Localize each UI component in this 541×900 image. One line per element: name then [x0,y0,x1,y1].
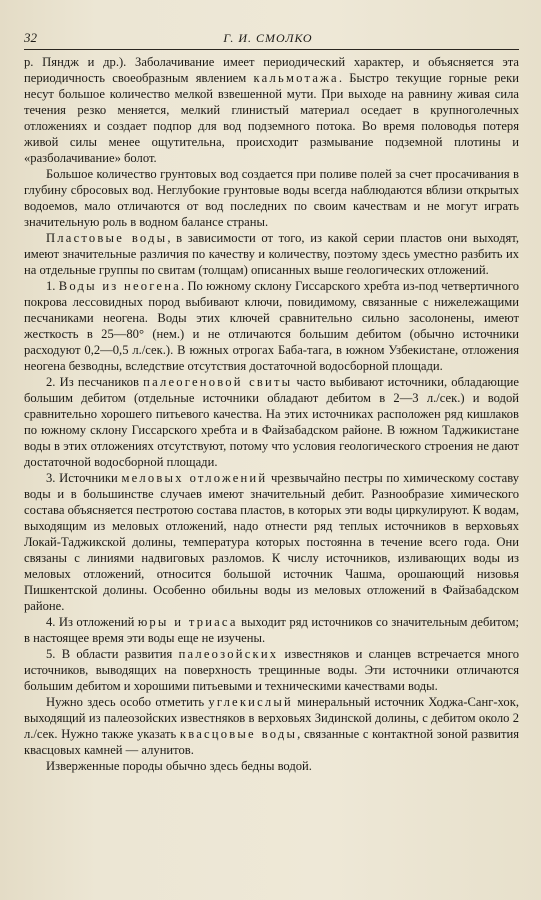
paragraph [24,374,519,470]
paragraph [24,166,519,230]
text-run: 1. [46,279,59,293]
text-run: , в зависимости от того, из какой серии пластов они выходят, имеют значительные различия по качеству и количеству, поэтому здесь уместно разбить их на отдельные группы по свитам (толщам) описанных выше геологических отложений. [24,231,519,277]
text-run: часто выбивают источники, обладающие большим дебитом (отдельные источники обладают дебитом в 2—3 л./сек.) и водой сравнительно хорошего питьевого качества. На этих источниках расположен ряд кишлаков по южному склону Гиссарского хребта и в Файзабадском районе. В южном Таджикистане воды в этих отложениях отсутствуют, потому что условия геологического строения не дают достаточной водосборной площади. [24,375,519,469]
text-run: выходит ряд источников со значительным дебитом; в настоящее время эти воды еще не изучены. [24,615,519,645]
paragraph [24,694,519,758]
paragraph [24,278,519,374]
spaced-emphasis: углекислый [208,695,293,709]
spaced-emphasis: Воды из неогена [58,279,181,293]
running-head-author: Г. И. СМОЛКО [223,31,313,45]
text-run: известняков и сланцев встречается много источников, выводящих на поверхность трещинные воды. Эти источники отличаются большим дебитом и хорошими питьевыми и техническими качествами воды. [24,647,520,693]
text-run: 5. В области развития [46,647,179,661]
paragraph [24,646,519,694]
text-run: . Быстро текущие горные реки несут большое количество мелкой взвешенной мути. При выходе на равнину живая сила течения резко меняется, мелкий глинистый материал оседает в крупноголечных отложениях и создает подпор для вод подземного потока. Во время половодья потеря живой силы менее ощутительна, происходит размывание подземной плотины и «разболачивание» болот. [24,71,519,165]
running-header [24,30,519,50]
text-run: Нужно здесь особо отметить [46,695,209,709]
text-run: Изверженные породы обычно здесь бедны водой. [46,759,312,773]
spaced-emphasis: Пластовые воды [46,231,168,245]
text-run: . По южному склону Гиссарского хребта из-под четвертичного покрова лессовидных пород выбивают ключи, повидимому, связанные с нижележащими песчаниками неогена. Воды этих ключей сравнительно сильно засолонены, имеют жесткость в 25—80° (нем.) и не отличаются большим дебитом (обычно источники расходуют 0,2—0,5 л./сек.). В южных отрогах Баба-тага, в южном Узбекистане, отложения неогена безводны, вследствие отсутствия достаточной водосборной площади. [24,279,519,373]
text-run: 4. Из отложений [46,615,138,629]
spaced-emphasis: кальмотажа [253,71,339,85]
body-text [24,54,519,774]
spaced-emphasis: меловых отложений [121,471,268,485]
paragraph [24,54,519,166]
spaced-emphasis: квасцовые воды [179,727,298,741]
spaced-emphasis: палеозойских [178,647,279,661]
text-run: , связанные с контактной зоной развития квасцовых камней — алунитов. [24,727,519,757]
text-run: 3. Источники [46,471,122,485]
paragraph [24,614,519,646]
text-run: р. Пяндж и др.). Заболачивание имеет периодический характер, и объясняется эта периодичность своеобразным явлением [24,55,519,85]
paragraph [24,470,519,614]
page-number: 32 [24,30,37,45]
paragraph [24,758,519,774]
text-run: 2. Из песчаников [46,375,144,389]
paragraph [24,230,519,278]
text-run: чрезвычайно пестры по химическому составу воды и в большинстве случаев имеют значительный дебит. Разнообразие химического состава объясняется пестротою состава пластов, в которых эти воды циркулируют. К водам, выходящим из меловых отложений, надо отнести ряд теплых источников в верховьях Локай-Таджикской долины, температура которых постоянна в течение всего года. Они связаны с линиями надвиговых разломов. К числу источников, изливающих воды из меловых отложений, относится большой источник Чашма, орошающий низовья Пишкентской долины. Особенно обильны воды из меловых отложений в Файзабадском районе. [24,471,520,613]
spaced-emphasis: палеогеновой свиты [143,375,293,389]
spaced-emphasis: юры и триаса [137,615,238,629]
text-run: Большое количество грунтовых вод создается при поливе полей за счет просачивания в глубину сбросовых вод. Неглубокие грунтовые воды всегда наблюдаются вблизи открытых водоемов, мало отличаются от вод последних по своим качествам и не могут играть значительную роль в водном балансе страны. [24,167,519,229]
text-run: минеральный источник Ходжа-Санг-хок, выходящий из палеозойских известняков в верховьях Зидинской долины, с дебитом около 2 л./сек. Нужно также указать [24,695,519,741]
